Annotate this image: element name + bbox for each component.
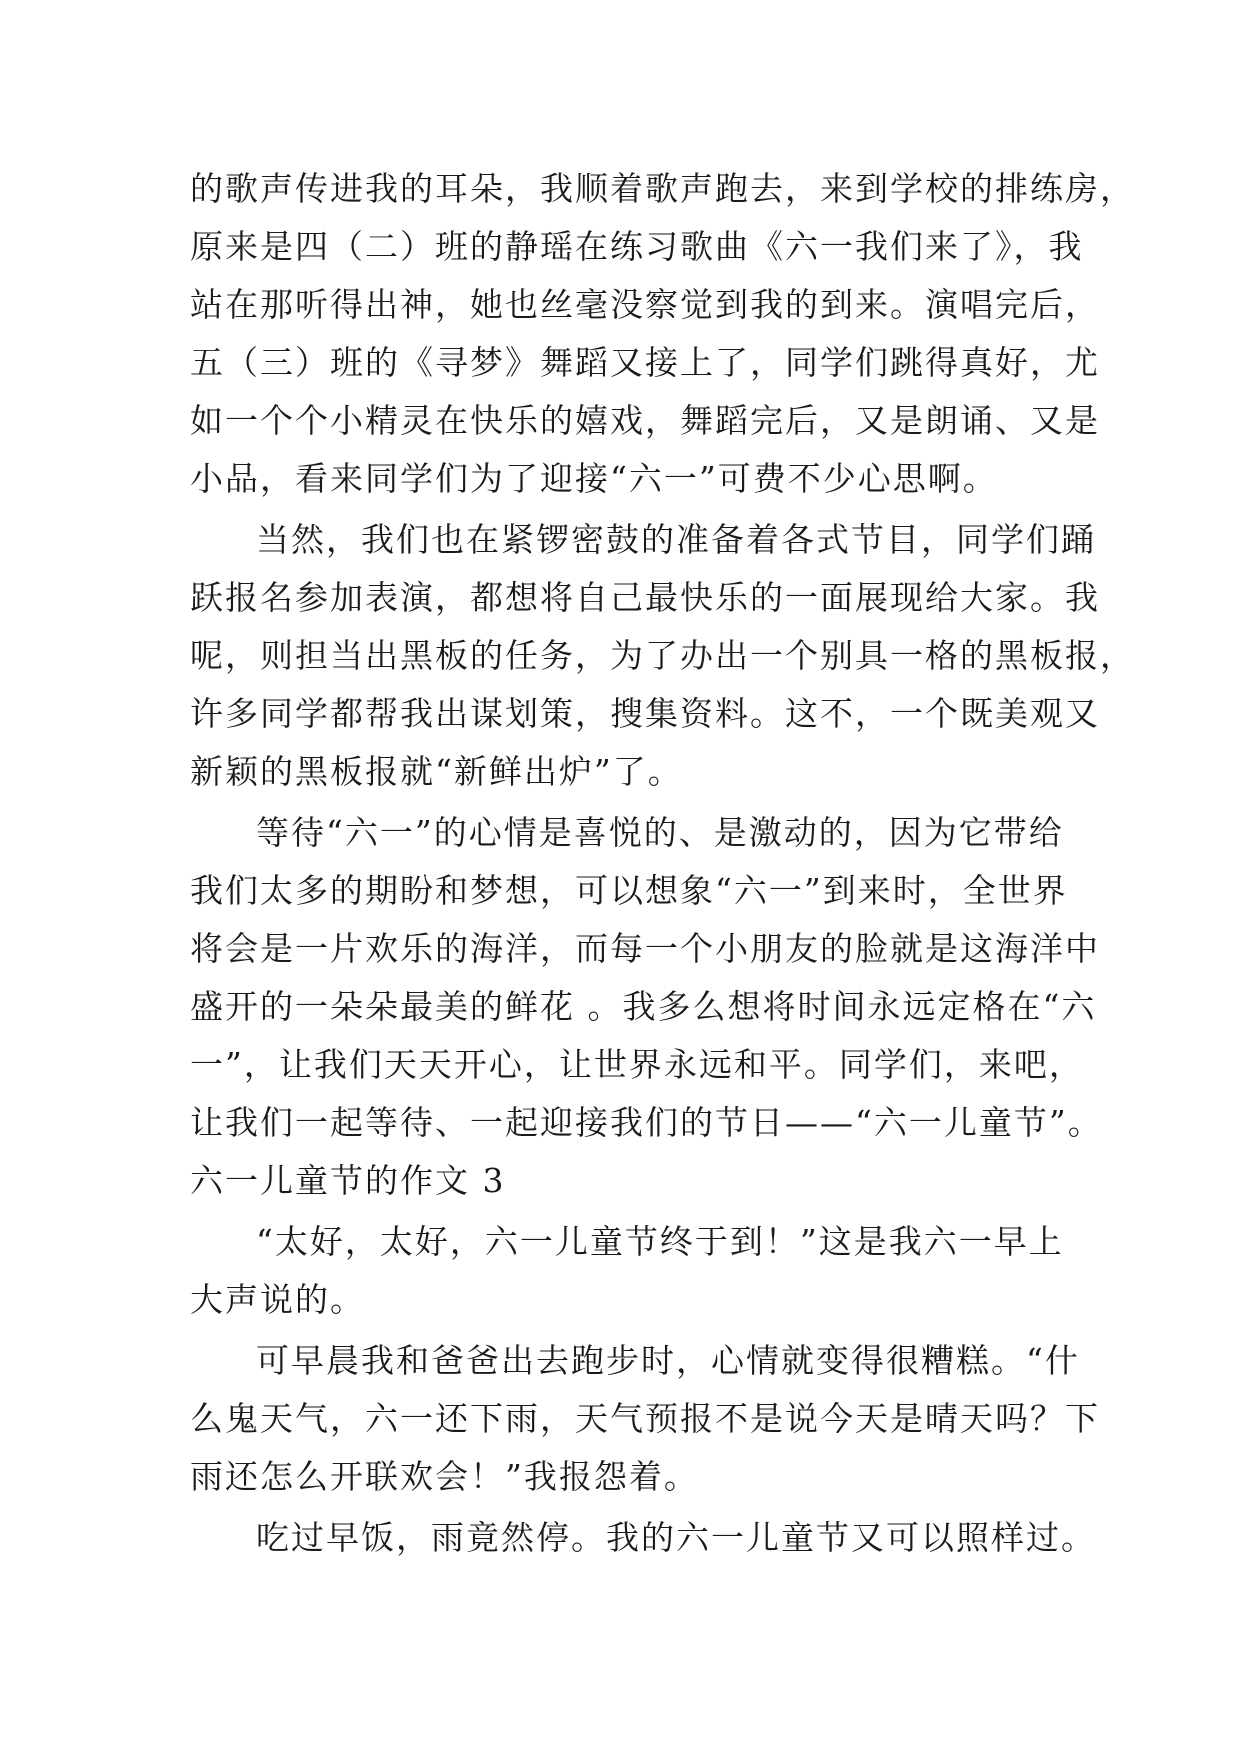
section-heading: 六一儿童节的作文 3 xyxy=(190,1161,506,1200)
text-line: 新颖的黑板报就“新鲜出炉”了。 xyxy=(190,752,683,791)
text-line: 呢，则担当出黑板的任务，为了办出一个别具一格的黑板报， xyxy=(190,636,1135,675)
text-line: 跃报名参加表演，都想将自己最快乐的一面展现给大家。我 xyxy=(190,578,1100,617)
text-line: 原来是四（二）班的静瑶在练习歌曲《六一我们来了》，我 xyxy=(190,227,1084,266)
text-line: 让我们一起等待、一起迎接我们的节日——“六一儿童节”。 xyxy=(190,1103,1103,1142)
text-line: 我们太多的期盼和梦想，可以想象“六一”到来时，全世界 xyxy=(190,871,1068,910)
paragraph-start-line: 等待“六一”的心情是喜悦的、是激动的，因为它带给 xyxy=(256,813,1064,852)
text-line: 如一个个小精灵在快乐的嬉戏，舞蹈完后，又是朗诵、又是 xyxy=(190,401,1100,440)
text-line: 许多同学都帮我出谋划策，搜集资料。这不，一个既美观又 xyxy=(190,694,1100,733)
paragraph-start-line: 当然，我们也在紧锣密鼓的准备着各式节目，同学们踊 xyxy=(256,520,1096,559)
paragraph-start-line: 吃过早饭，雨竟然停。我的六一儿童节又可以照样过。 xyxy=(256,1518,1096,1557)
paragraph-start-line: 可早晨我和爸爸出去跑步时，心情就变得很糟糕。“什 xyxy=(256,1341,1080,1380)
text-line: 大声说的。 xyxy=(190,1280,365,1319)
text-line: 小品，看来同学们为了迎接“六一”可费不少心思啊。 xyxy=(190,459,998,498)
text-line: 五（三）班的《寻梦》舞蹈又接上了，同学们跳得真好，尤 xyxy=(190,343,1100,382)
text-line: 将会是一片欢乐的海洋，而每一个小朋友的脸就是这海洋中 xyxy=(190,929,1100,968)
text-line: 么鬼天气，六一还下雨，天气预报不是说今天是晴天吗？下 xyxy=(190,1399,1100,1438)
text-line: 站在那听得出神，她也丝毫没察觉到我的到来。演唱完后， xyxy=(190,285,1100,324)
text-line: 盛开的一朵朵最美的鲜花 。我多么想将时间永远定格在“六 xyxy=(190,987,1097,1026)
text-line: 的歌声传进我的耳朵，我顺着歌声跑去，来到学校的排练房， xyxy=(190,169,1135,208)
text-line: 一”，让我们天天开心，让世界永远和平。同学们，来吧， xyxy=(190,1045,1084,1084)
text-line: 雨还怎么开联欢会！”我报怨着。 xyxy=(190,1457,699,1496)
paragraph-start-line: “太好，太好，六一儿童节终于到！”这是我六一早上 xyxy=(256,1222,1064,1261)
